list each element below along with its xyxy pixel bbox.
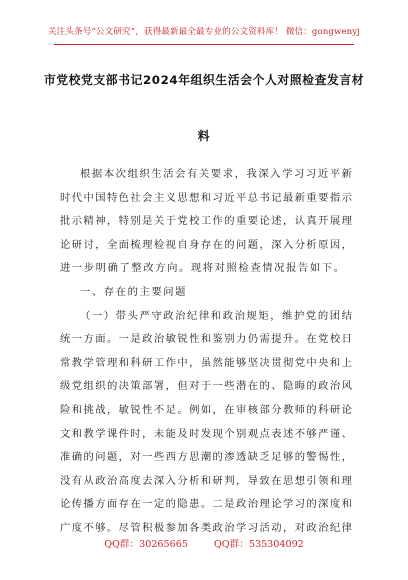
body-line: （ 一 ） 带 头 严 守 政 治 纪 律 和 政 治 规 矩 ， 维 护 党 的 团 结: [80, 309, 352, 322]
body-line: 级 党 组 织 的 决 策 部 署 ， 但 对 于 一 些 潜 在 的 、 隐 晦 的 政 治 风: [60, 380, 352, 393]
footer-qq-group-2: QQ群：535304092: [213, 539, 304, 550]
body-line: 没 有 从 政 治 高 度 去 深 入 分 析 和 研 判 ， 导 致 在 思 想 引 领 和 理: [60, 474, 352, 487]
body-line: 准 确 的 问 题 ， 对 一 些 西 方 思 潮 的 渗 透 缺 乏 足 够 的 警 惕 性 ，: [60, 451, 352, 464]
header-promo-note: 关注头条号“公文研究”，获得最新最全最专业的公文资料库！ 微信：gongwenyj: [47, 27, 361, 37]
body-line: 广 度 不 够 。 尽 管 积 极 参 加 各 类 政 治 学 习 活 动 ， 对 政 治 纪 律: [60, 522, 352, 534]
body-line: 进一步明确了整改方向。现将对照检查情况报告如下。: [60, 262, 346, 275]
body-line: 常 教 学 管 理 和 科 研 工 作 中 ， 虽 然 能 够 坚 决 贯 彻 党 中 央 和 上: [60, 356, 352, 369]
body-line: 时 代 中 国 特 色 社 会 主 义 思 想 和 习 近 平 总 书 记 最 新 重 要 指 示: [60, 191, 352, 204]
document-title-line-2: 料: [197, 129, 211, 143]
body-line: 批 示 精 神 ， 特 别 是 关 于 党 校 工 作 的 重 要 论 述 ， 认 真 开 展 理: [60, 215, 352, 228]
body-line: 根 据 本 次 组 织 生 活 会 有 关 要 求 ， 我 深 入 学 习 习 近 平 新: [80, 168, 352, 180]
body-line: 险 和 挑 战 ， 敏 锐 性 不 足 。 例 如 ， 在 审 核 部 分 教 师 的 科 研 论: [60, 404, 352, 416]
body-line: 论 研 讨 ， 全 面 梳 理 检 视 自 身 存 在 的 问 题 ， 深 入 分 析 原 因 ，: [60, 238, 352, 251]
footer-qq-group-1: QQ群：30265665: [104, 539, 188, 550]
header-divider: [54, 44, 354, 45]
document-title-line-1: 市党校党支部书记2024年组织生活会个人对照检查发言材: [43, 73, 365, 87]
footer-contact: [0, 536, 408, 550]
body-line: 统 一 方 面 。 一 是 政 治 敏 锐 性 和 鉴 别 力 仍 需 提 升 。 在 党 校 日: [60, 333, 352, 346]
body-line: 文 和 教 学 课 件 时 ， 未 能 及 时 发 现 个 别 观 点 表 述 不 够 严 谨 、: [60, 427, 352, 440]
body-line: 论 传 播 方 面 存 在 一 定 的 隐 患 。 二 是 政 治 理 论 学 习 的 深 度 和: [60, 498, 352, 511]
body-line: 一、存在的主要问题: [80, 286, 188, 298]
